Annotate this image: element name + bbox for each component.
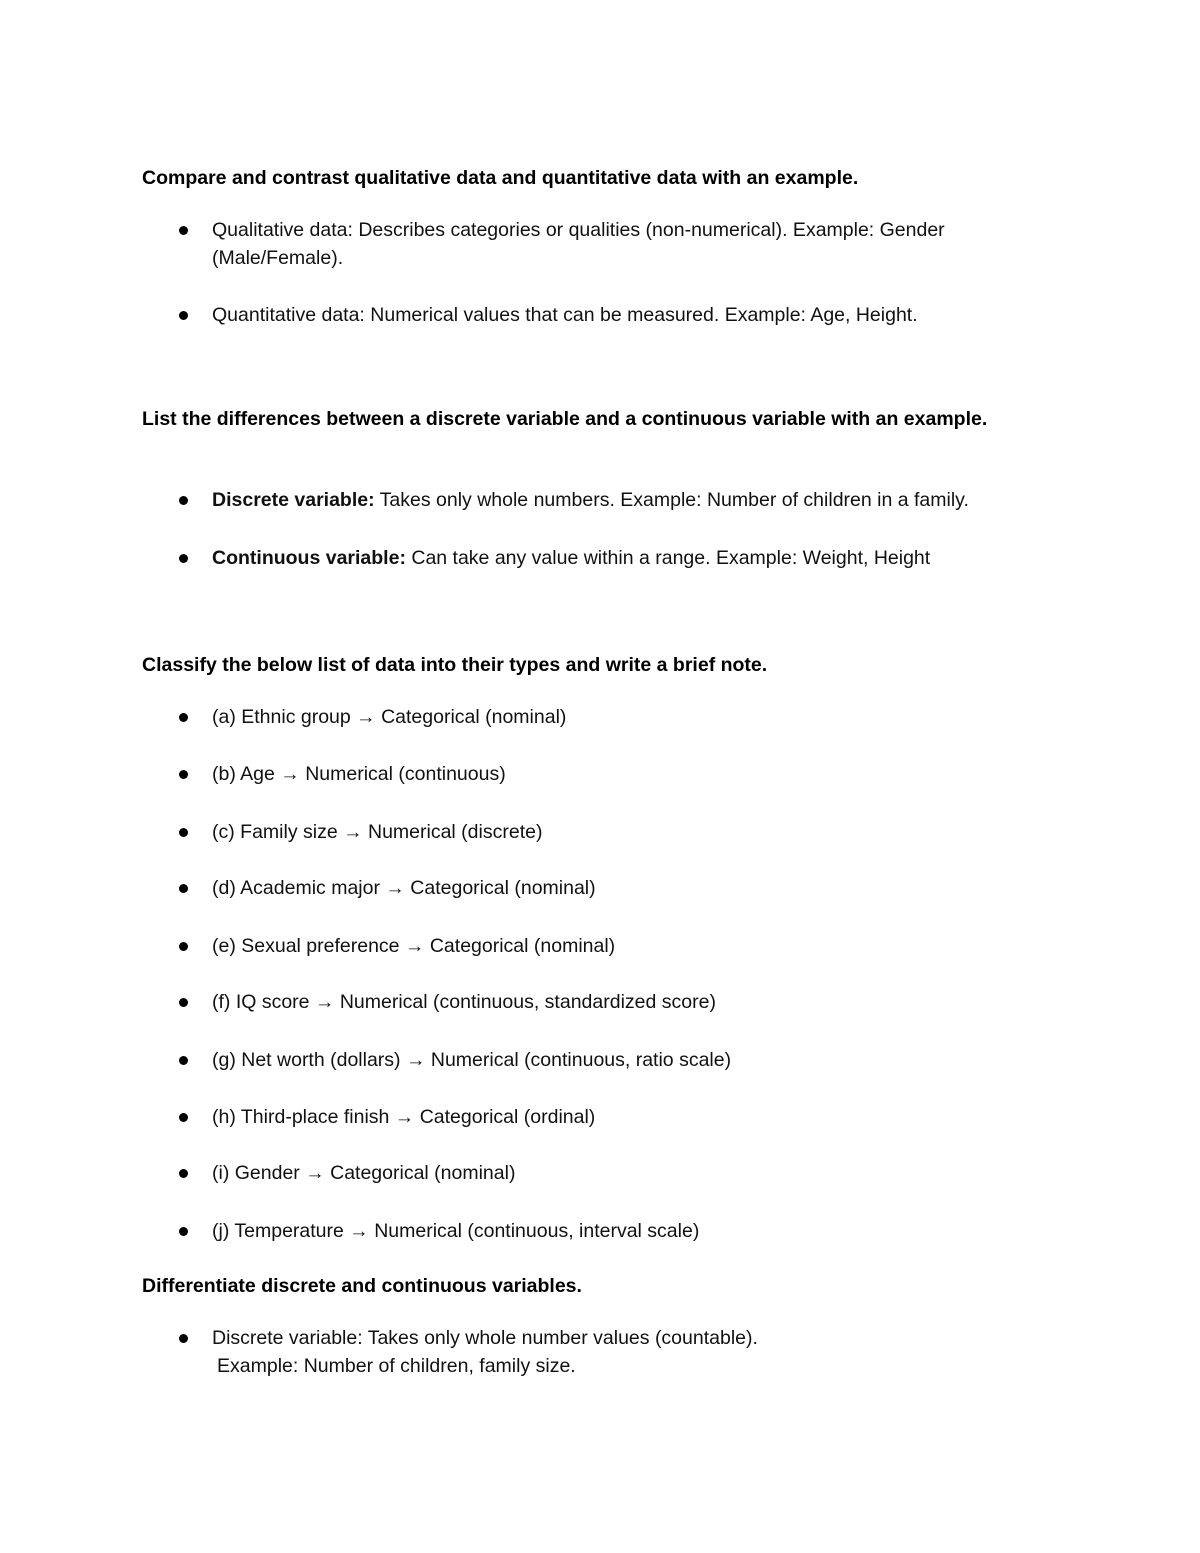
bullet-icon [179,1056,188,1065]
bullet-icon [179,554,188,563]
list-item: (i) Gender → Categorical (nominal) [212,1162,516,1184]
item-continuation: Example: Number of children, family size. [217,1355,576,1377]
bullet-icon [179,942,188,951]
bullet-icon [179,884,188,893]
list-item: (e) Sexual preference → Categorical (nominal) [212,935,616,957]
item-text: Takes only whole numbers. Example: Number of children in a family. [374,489,969,511]
bullet-icon [179,496,188,505]
item-text: Discrete variable: Takes only whole number values (countable). [212,1327,758,1349]
item-lead: Continuous variable: [212,547,406,569]
section-heading: List the differences between a discrete variable and a continuous variable with an example. [142,408,988,430]
section-heading: Differentiate discrete and continuous variables. [142,1275,582,1297]
section-heading: Classify the below list of data into their types and write a brief note. [142,654,768,676]
list-item: (a) Ethnic group → Categorical (nominal) [212,706,567,728]
list-item: (h) Third-place finish → Categorical (ordinal) [212,1106,596,1128]
bullet-icon [179,1113,188,1122]
bullet-icon [179,226,188,235]
list-item: (j) Temperature → Numerical (continuous, interval scale) [212,1220,700,1242]
bullet-icon [179,770,188,779]
item-text: Can take any value within a range. Example: Weight, Height [405,547,931,569]
bullet-icon [179,1169,188,1178]
bullet-icon [179,311,188,320]
list-item: (b) Age → Numerical (continuous) [212,763,506,785]
bullet-icon [179,998,188,1007]
section-heading: Compare and contrast qualitative data and quantitative data with an example. [142,167,859,189]
bullet-icon [179,1227,188,1236]
list-item [212,1324,1072,1380]
list-item [212,544,1072,572]
list-item: Qualitative data: Describes categories or qualities (non-numerical). Example: Gender (Male/Female). [212,219,945,269]
list-item [212,486,1072,514]
list-item: (c) Family size → Numerical (discrete) [212,821,543,843]
bullet-icon [179,713,188,722]
list-item: (d) Academic major → Categorical (nominal) [212,877,596,899]
list-item: (g) Net worth (dollars) → Numerical (continuous, ratio scale) [212,1049,732,1071]
bullet-icon [179,1334,188,1343]
list-item: (f) IQ score → Numerical (continuous, standardized score) [212,991,716,1013]
list-item: Quantitative data: Numerical values that can be measured. Example: Age, Height. [212,304,918,326]
bullet-icon [179,828,188,837]
item-lead: Discrete variable: [212,489,375,511]
